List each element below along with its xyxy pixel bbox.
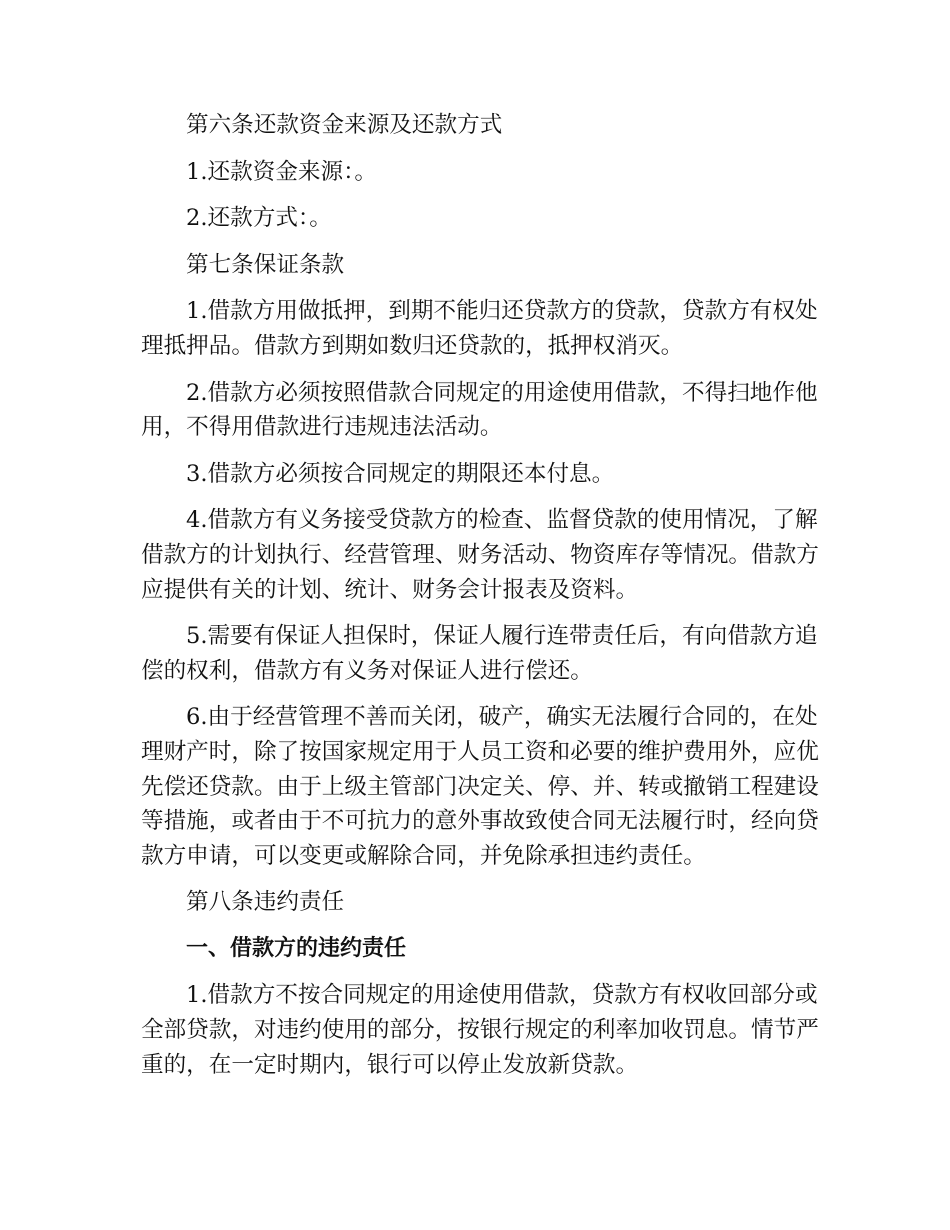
- guarantee-clause-5: 5.需要有保证人担保时，保证人履行连带责任后，有向借款方追偿的权利，借款方有义务对保证人进行偿还。: [141, 623, 818, 684]
- guarantee-clause-4: 4.借款方有义务接受贷款方的检查、监督贷款的使用情况，了解借款方的计划执行、经营管理、财务活动、物资库存等情况。借款方应提供有关的计划、统计、财务会计报表及资料。: [141, 507, 819, 603]
- repayment-fund-source: 1.还款资金来源：。: [186, 158, 378, 185]
- guarantee-clause-6: 6.由于经营管理不善而关闭，破产，确实无法履行合同的，在处理财产时，除了按国家规定用于人员工资和必要的维护费用外，应优先偿还贷款。由于上级主管部门决定关、停、并、转或撤销工程建设等措施，或者由于不可抗力的意外事故致使合同无法履行时，经向贷款方申请，可以变更或解除合同，并免除承担违约责任。: [141, 704, 819, 869]
- guarantee-clause-3: 3.借款方必须按合同规定的期限还本付息。: [186, 460, 615, 487]
- repayment-method: 2.还款方式：。: [186, 205, 332, 232]
- article-8-heading: 第八条违约责任: [186, 889, 345, 916]
- document-body: [141, 108, 831, 1094]
- borrower-liability-clause-1: 1.借款方不按合同规定的用途使用借款，贷款方有权收回部分或全部贷款，对违约使用的部分，按银行规定的利率加收罚息。情节严重的，在一定时期内，银行可以停止发放新贷款。: [141, 982, 819, 1078]
- article-7-heading: 第七条保证条款: [186, 251, 345, 278]
- article-6-heading: 第六条还款资金来源及还款方式: [186, 112, 503, 138]
- guarantee-clause-1: 1.借款方用做抵押，到期不能归还贷款方的贷款，贷款方有权处理抵押品。借款方到期如数归还贷款的，抵押权消灭。: [141, 298, 818, 359]
- guarantee-clause-2: 2.借款方必须按照借款合同规定的用途使用借款，不得扫地作他用，不得用借款进行违规违法活动。: [141, 379, 818, 441]
- borrower-liability-heading: 一、借款方的违约责任: [186, 935, 407, 961]
